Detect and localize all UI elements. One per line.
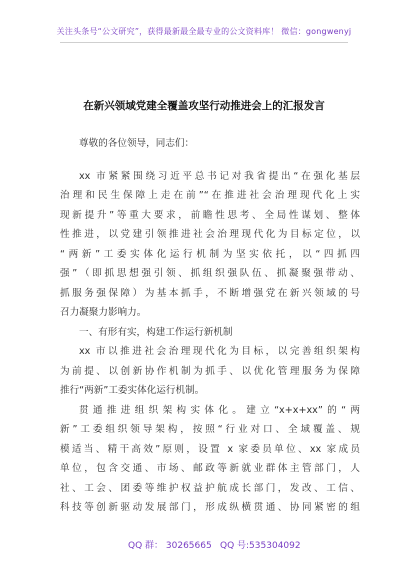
body-line: 现新提升”等重大要求，前瞻性思考、全局性谋划、整体 (60, 209, 360, 221)
body-line: 一、有形有实，构建工作运行新机制 (79, 326, 233, 338)
body-line: 推行“两新”工委实体化运行机制。 (60, 385, 205, 396)
body-lines (60, 167, 360, 518)
qq-contact-number: QQ 号:535304092 (220, 541, 301, 551)
header-divider (60, 42, 348, 43)
body-line: 贯通推进组织架构实体化。建立“x+x+xx”的“两 (79, 404, 360, 416)
body-line: 为前提、以创新协作机制为抓手、以优化管理服务为保障 (60, 365, 360, 377)
body-line: 新”工委组织领导架构，按照“行业对口、全域覆盖、规 (60, 424, 360, 435)
body-line: 治理和民生保障上走在前”“在推进社会治理现代化上实 (60, 190, 360, 201)
body-line: 抓服务强保障）为基本抓手，不断增强党在新兴领域的号 (60, 287, 360, 299)
body-line: 强”（即抓思想强引领、抓组织强队伍、抓凝聚强带动、 (60, 268, 360, 279)
body-line: 性推进，以党建引领推进社会治理现代化为目标定位，以 (60, 229, 360, 240)
header-banner: 关注头条号“公文研究”，获得最新最全最专业的公文资料库！ 微信：gongwenyj (56, 27, 352, 36)
qq-group-number: QQ 群： 30265665 (128, 541, 212, 551)
body-line: “两新”工委实体化运行机制为坚实依托，以“四抓四 (60, 248, 360, 260)
document-title: 在新兴领域党建全覆盖攻坚行动推进会上的汇报发言 (83, 100, 325, 112)
body-line: xx 市以推进社会治理现代化为目标，以完善组织架构 (79, 346, 360, 357)
document-body (60, 134, 360, 518)
body-line: 单位，包含交通、市场、邮政等新就业群体主管部门，人 (60, 463, 360, 474)
body-line: 模适当、精干高效”原则，设置 x 家委员单位、xx 家成员 (60, 443, 360, 455)
greeting: 尊敬的各位领导，同志们： (79, 138, 195, 149)
body-line: 科技等创新驱动发展部门，形成纵横贯通、协同紧密的组 (60, 502, 360, 513)
body-line: xx 市紧紧围绕习近平总书记对我省提出“在强化基层 (79, 170, 360, 182)
body-line: 召力凝聚力影响力。 (60, 307, 147, 318)
body-line: 社、工会、团委等维护权益护航成长部门，发改、工信、 (60, 482, 360, 494)
